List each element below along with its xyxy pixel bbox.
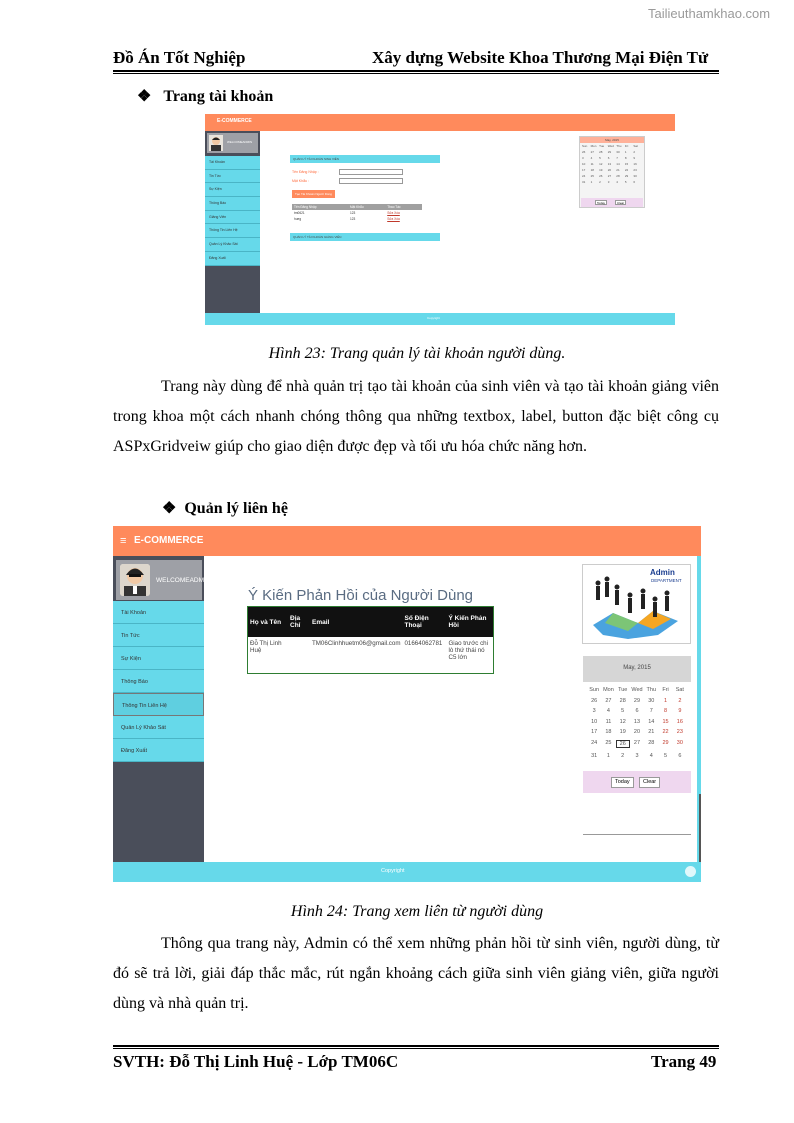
cell-phone: 01664062781 (404, 640, 443, 647)
calendar-day[interactable]: 5 (599, 156, 601, 160)
paragraph-text: Thông qua trang này, Admin có thể xem những phản hồi từ sinh viên, người dùng, từ đó sẽ trả lời, giải đáp thắc mắc, rút ngắn khoảng cách giữa sinh viên giảng viên, giữa người dùng và nhà quản trị. (113, 935, 719, 1012)
clear-button[interactable]: Clear (617, 201, 625, 205)
calendar-day[interactable]: 3 (592, 708, 596, 715)
calendar-day[interactable]: 23 (676, 729, 683, 736)
watermark: Tailieuthamkhao.com (648, 6, 771, 21)
edit-delete-link[interactable]: Sửa Xóa (387, 211, 400, 215)
panel2-title-bar[interactable]: QUẢN LÝ TÀI KHOẢN GIẢNG VIÊN (290, 233, 440, 241)
calendar-day[interactable]: 30 (616, 150, 620, 154)
sidebar-item[interactable]: Tài Khoản (113, 601, 204, 624)
calendar-day[interactable]: 11 (605, 718, 612, 725)
calendar-day[interactable]: 28 (648, 739, 655, 746)
cell-email: TM06Clinhhuetm06@gmail.com (312, 640, 401, 647)
calendar-day-today[interactable]: 26 (616, 740, 630, 748)
create-account-button[interactable]: Tạo Tài Khoản Người Dùng (292, 190, 335, 198)
paragraph-contacts (113, 929, 719, 1019)
diamond-bullet-icon: ❖ (137, 88, 152, 105)
sidebar-item[interactable]: Đăng Xuất (205, 252, 260, 266)
calendar-day[interactable]: 10 (591, 718, 598, 725)
calendar-day[interactable]: 26 (582, 150, 586, 154)
calendar-day[interactable]: 3 (582, 156, 584, 160)
calendar-title: May, 2015 (583, 656, 691, 682)
footer-copyright: Copyright (427, 316, 440, 320)
calendar-day[interactable]: 10 (582, 162, 586, 166)
calendar-day[interactable]: 13 (633, 718, 641, 725)
account-grid (292, 204, 422, 222)
calendar-day-header: Sun (582, 144, 588, 148)
calendar-day[interactable]: 13 (607, 162, 612, 166)
calendar-day[interactable]: 11 (590, 162, 594, 166)
feedback-table (247, 606, 494, 674)
welcome-text: WELCOMEADMIN (227, 140, 253, 144)
sidebar-item[interactable]: Quản Lý Khảo Sát (205, 238, 260, 252)
sidebar-item-selected[interactable]: Thông Tin Liên Hệ (113, 693, 204, 716)
grid-cell: hueg (294, 217, 302, 221)
section-heading-accounts (137, 86, 273, 106)
grid-header: Tên Đăng Nhập (292, 204, 348, 210)
calendar-day[interactable]: 14 (648, 718, 655, 725)
figure-caption-23: Hình 23: Trang quản lý tài khoản người dùng. (268, 345, 566, 362)
calendar-day[interactable]: 4 (616, 180, 618, 184)
calendar-day[interactable]: 3 (607, 180, 610, 184)
edit-delete-link[interactable]: Sửa Xóa (387, 217, 400, 221)
app-footer (113, 862, 701, 882)
sidebar-item[interactable]: Thông Báo (205, 197, 260, 211)
table-row (292, 216, 422, 222)
calendar-day[interactable]: 18 (590, 168, 594, 172)
scroll-top-icon[interactable] (685, 866, 696, 877)
brand-label: E-COMMERCE (217, 118, 252, 124)
calendar-day[interactable]: 18 (605, 729, 612, 736)
calendar-day[interactable]: 4 (649, 752, 653, 759)
calendar-day[interactable]: 20 (607, 168, 612, 172)
calendar-day[interactable]: 4 (606, 708, 610, 715)
calendar-day-header: Tue (618, 687, 628, 693)
calendar-day[interactable]: 31 (591, 752, 598, 759)
footer-rule (113, 1045, 719, 1047)
admin-department-image (582, 564, 691, 644)
calendar-day[interactable]: 12 (619, 718, 626, 725)
calendar-buttons (581, 198, 643, 207)
calendar-day[interactable]: 27 (607, 174, 612, 178)
calendar-day-header: Tue (599, 144, 605, 148)
calendar-day[interactable]: 6 (678, 752, 682, 759)
paragraph-accounts (113, 372, 719, 462)
calendar-day[interactable]: 5 (664, 752, 668, 759)
sidebar-menu (205, 156, 260, 266)
calendar-day[interactable]: 31 (582, 180, 586, 184)
calendar-day[interactable]: 26 (591, 697, 598, 704)
calendar-day[interactable]: 9 (633, 156, 636, 160)
calendar-day[interactable]: 4 (590, 156, 593, 160)
footer-copyright: Copyright (381, 868, 405, 874)
calendar-day[interactable]: 16 (676, 718, 683, 725)
cell-feedback: Giao trước chi lò thứ thái nó C5 lớn (448, 640, 488, 661)
grid-cell: 123 (349, 211, 356, 215)
figure-account-management (205, 114, 675, 325)
calendar-day[interactable]: 15 (624, 162, 629, 166)
sidebar-item[interactable]: Thông Báo (113, 670, 204, 693)
calendar-day[interactable]: 1 (590, 180, 593, 184)
calendar-day[interactable]: 8 (664, 708, 668, 715)
avatar (120, 564, 150, 596)
password-input[interactable] (339, 178, 403, 184)
sidebar-item[interactable]: Tin Tức (113, 624, 204, 647)
calendar-day[interactable]: 5 (621, 708, 625, 715)
calendar-day[interactable]: 19 (619, 729, 626, 736)
department-image-label: DEPARTMENT (651, 578, 682, 583)
table-header: Địa Chỉ (288, 607, 310, 637)
calendar-day[interactable]: 6 (635, 708, 639, 715)
calendar-day-header: Sun (589, 687, 600, 693)
grid-header: Thao Tác (385, 204, 422, 210)
grid-cell: 123 (349, 217, 356, 221)
calendar-day-header: Sat (675, 687, 684, 693)
calendar-day[interactable]: 7 (649, 708, 653, 715)
section-title: Quản lý liên hệ (184, 500, 288, 517)
calendar-day-header: Fri (662, 687, 669, 693)
calendar-day[interactable]: 29 (662, 739, 669, 746)
calendar-day[interactable]: 2 (633, 150, 636, 154)
calendar-day[interactable]: 30 (648, 697, 655, 704)
calendar-day[interactable]: 6 (633, 180, 636, 184)
calendar-day[interactable]: 20 (633, 729, 641, 736)
today-button[interactable]: Today (597, 201, 606, 205)
calendar-day[interactable]: 27 (633, 739, 641, 746)
welcome-text: WELCOMEADMIN (156, 577, 211, 584)
admin-image-label: Admin (650, 568, 675, 577)
divider (583, 834, 691, 835)
calendar-day-header: Wed (631, 687, 643, 693)
calendar-day[interactable]: 21 (616, 168, 620, 172)
clear-button[interactable]: Clear (639, 777, 660, 788)
figure-contact-management (113, 526, 701, 882)
diamond-bullet-icon: ❖ (162, 500, 177, 517)
calendar-day[interactable]: 29 (633, 697, 641, 704)
calendar-day[interactable]: 16 (633, 162, 637, 166)
sidebar-item[interactable]: Đăng Xuất (113, 739, 204, 762)
header-left: Đồ Án Tốt Nghiệp (113, 48, 246, 67)
calendar-day[interactable]: 2 (621, 752, 625, 759)
header-rule (113, 70, 719, 72)
calendar-day-header: Mon (603, 687, 614, 693)
calendar-day[interactable]: 17 (582, 168, 586, 172)
figure-caption-24: Hình 24: Trang xem liên từ người dùng (290, 903, 544, 920)
calendar-day[interactable]: 1 (624, 150, 627, 154)
calendar-day[interactable]: 27 (590, 150, 594, 154)
grid-cell: tm0621 (294, 211, 305, 215)
today-button[interactable]: Today (611, 777, 634, 788)
scrollbar-thumb[interactable] (699, 794, 701, 862)
calendar-day[interactable]: 30 (633, 174, 637, 178)
calendar-day[interactable]: 22 (662, 729, 669, 736)
section-title: Trang tài khoản (163, 88, 274, 105)
section-heading-contacts (162, 498, 288, 518)
calendar-day[interactable]: 3 (635, 752, 639, 759)
calendar-day[interactable]: 15 (662, 718, 669, 725)
table-header: Email (310, 607, 402, 637)
avatar (209, 135, 223, 151)
sidebar (205, 131, 260, 313)
sidebar-item[interactable]: Thông Tin Liên Hệ (205, 224, 260, 238)
hamburger-menu-icon[interactable]: ≡ (120, 535, 127, 547)
calendar-day[interactable]: 26 (599, 174, 603, 178)
panel-title-bar[interactable]: QUẢN LÝ TÀI KHOẢN SINH VIÊN (290, 155, 440, 163)
calendar-day-header: Fri (624, 144, 629, 148)
username-input[interactable] (339, 169, 403, 175)
profile-card (116, 560, 211, 600)
calendar-day[interactable]: 21 (648, 729, 655, 736)
sidebar (113, 556, 211, 862)
calendar-grid (583, 682, 691, 764)
table-header: Số Điện Thoại (402, 607, 446, 637)
calendar-day-header: Mon (590, 144, 597, 148)
calendar-day[interactable]: 2 (678, 697, 682, 704)
table-header: Ý Kiến Phản Hồi (446, 607, 493, 637)
sidebar-item[interactable]: Quản Lý Khảo Sát (113, 716, 204, 739)
footer-page-number: Trang 49 (651, 1052, 717, 1071)
calendar-day[interactable]: 24 (582, 174, 586, 178)
sidebar-item[interactable]: Tài Khoản (205, 156, 260, 170)
calendar-day[interactable]: 28 (599, 150, 603, 154)
calendar-buttons (583, 771, 691, 793)
calendar-day[interactable]: 9 (678, 708, 682, 715)
sidebar-item[interactable]: Sự Kiện (205, 183, 260, 197)
footer-left: SVTH: Đỗ Thị Linh Huệ - Lớp TM06C (113, 1052, 399, 1071)
sidebar-item[interactable]: Sự Kiện (113, 647, 204, 670)
calendar-day[interactable]: 6 (607, 156, 610, 160)
sidebar-item[interactable]: Giảng Viên (205, 211, 260, 225)
calendar-day-header: Thu (646, 687, 657, 693)
sidebar-item[interactable]: Tin Tức (205, 170, 260, 184)
cell-name: Đỗ Thị Linh Huệ (250, 640, 282, 654)
username-label: Tên Đăng Nhập : (292, 170, 319, 174)
calendar-day[interactable]: 25 (590, 174, 594, 178)
brand-label: E-COMMERCE (134, 535, 204, 546)
app-footer (205, 313, 675, 325)
calendar-day[interactable]: 8 (624, 156, 627, 160)
calendar-day[interactable]: 23 (633, 168, 637, 172)
password-label: Mật Khẩu : (292, 179, 309, 183)
paragraph-text: Trang này dùng để nhà quản trị tạo tài khoản của sinh viên và tạo tài khoản giảng viên trong khoa một cách nhanh chóng thông qua những textbox, label, button đặc biệt công cụ ASPxGridveiw giúp cho giao diện được đẹp và tối ưu hóa chức năng hơn. (113, 378, 719, 455)
calendar-day[interactable]: 12 (599, 162, 603, 166)
feedback-title: Ý Kiến Phản Hồi của Người Dùng (248, 587, 473, 604)
calendar-day[interactable]: 24 (591, 739, 598, 746)
header-right: Xây dựng Website Khoa Thương Mại Điện Tử (372, 48, 709, 67)
calendar-day-header: Sat (633, 144, 638, 148)
calendar (583, 656, 691, 793)
calendar-day[interactable]: 14 (616, 162, 620, 166)
grid-header: Mật Khẩu (348, 204, 385, 210)
sidebar-menu (113, 601, 204, 762)
table-header: Họ và Tên (248, 607, 288, 637)
calendar-day[interactable]: 17 (591, 729, 598, 736)
calendar-title: May, 2015 (580, 137, 644, 143)
footer-rule-thin (113, 1048, 719, 1049)
calendar-day[interactable]: 25 (605, 739, 612, 746)
calendar-day[interactable]: 29 (607, 150, 612, 154)
calendar-day[interactable]: 27 (605, 697, 612, 704)
header-rule-thin (113, 73, 719, 74)
app-header (205, 114, 675, 131)
calendar-grid (580, 143, 644, 185)
calendar-day[interactable]: 28 (616, 174, 620, 178)
calendar-day[interactable]: 7 (616, 156, 618, 160)
calendar-day[interactable]: 2 (599, 180, 601, 184)
calendar-day-header: Wed (607, 144, 614, 148)
calendar-day-header: Thu (616, 144, 622, 148)
calendar-day[interactable]: 5 (624, 180, 627, 184)
calendar-day[interactable]: 30 (676, 739, 683, 746)
table-row (248, 637, 493, 664)
calendar-day[interactable]: 1 (606, 752, 610, 759)
calendar-day[interactable]: 28 (619, 697, 626, 704)
profile-card (207, 133, 258, 153)
app-header (113, 526, 701, 556)
calendar-day[interactable]: 22 (624, 168, 629, 172)
calendar (579, 136, 645, 208)
calendar-day[interactable]: 19 (599, 168, 603, 172)
calendar-day[interactable]: 1 (664, 697, 668, 704)
cell-address (288, 637, 310, 664)
calendar-day[interactable]: 29 (624, 174, 629, 178)
